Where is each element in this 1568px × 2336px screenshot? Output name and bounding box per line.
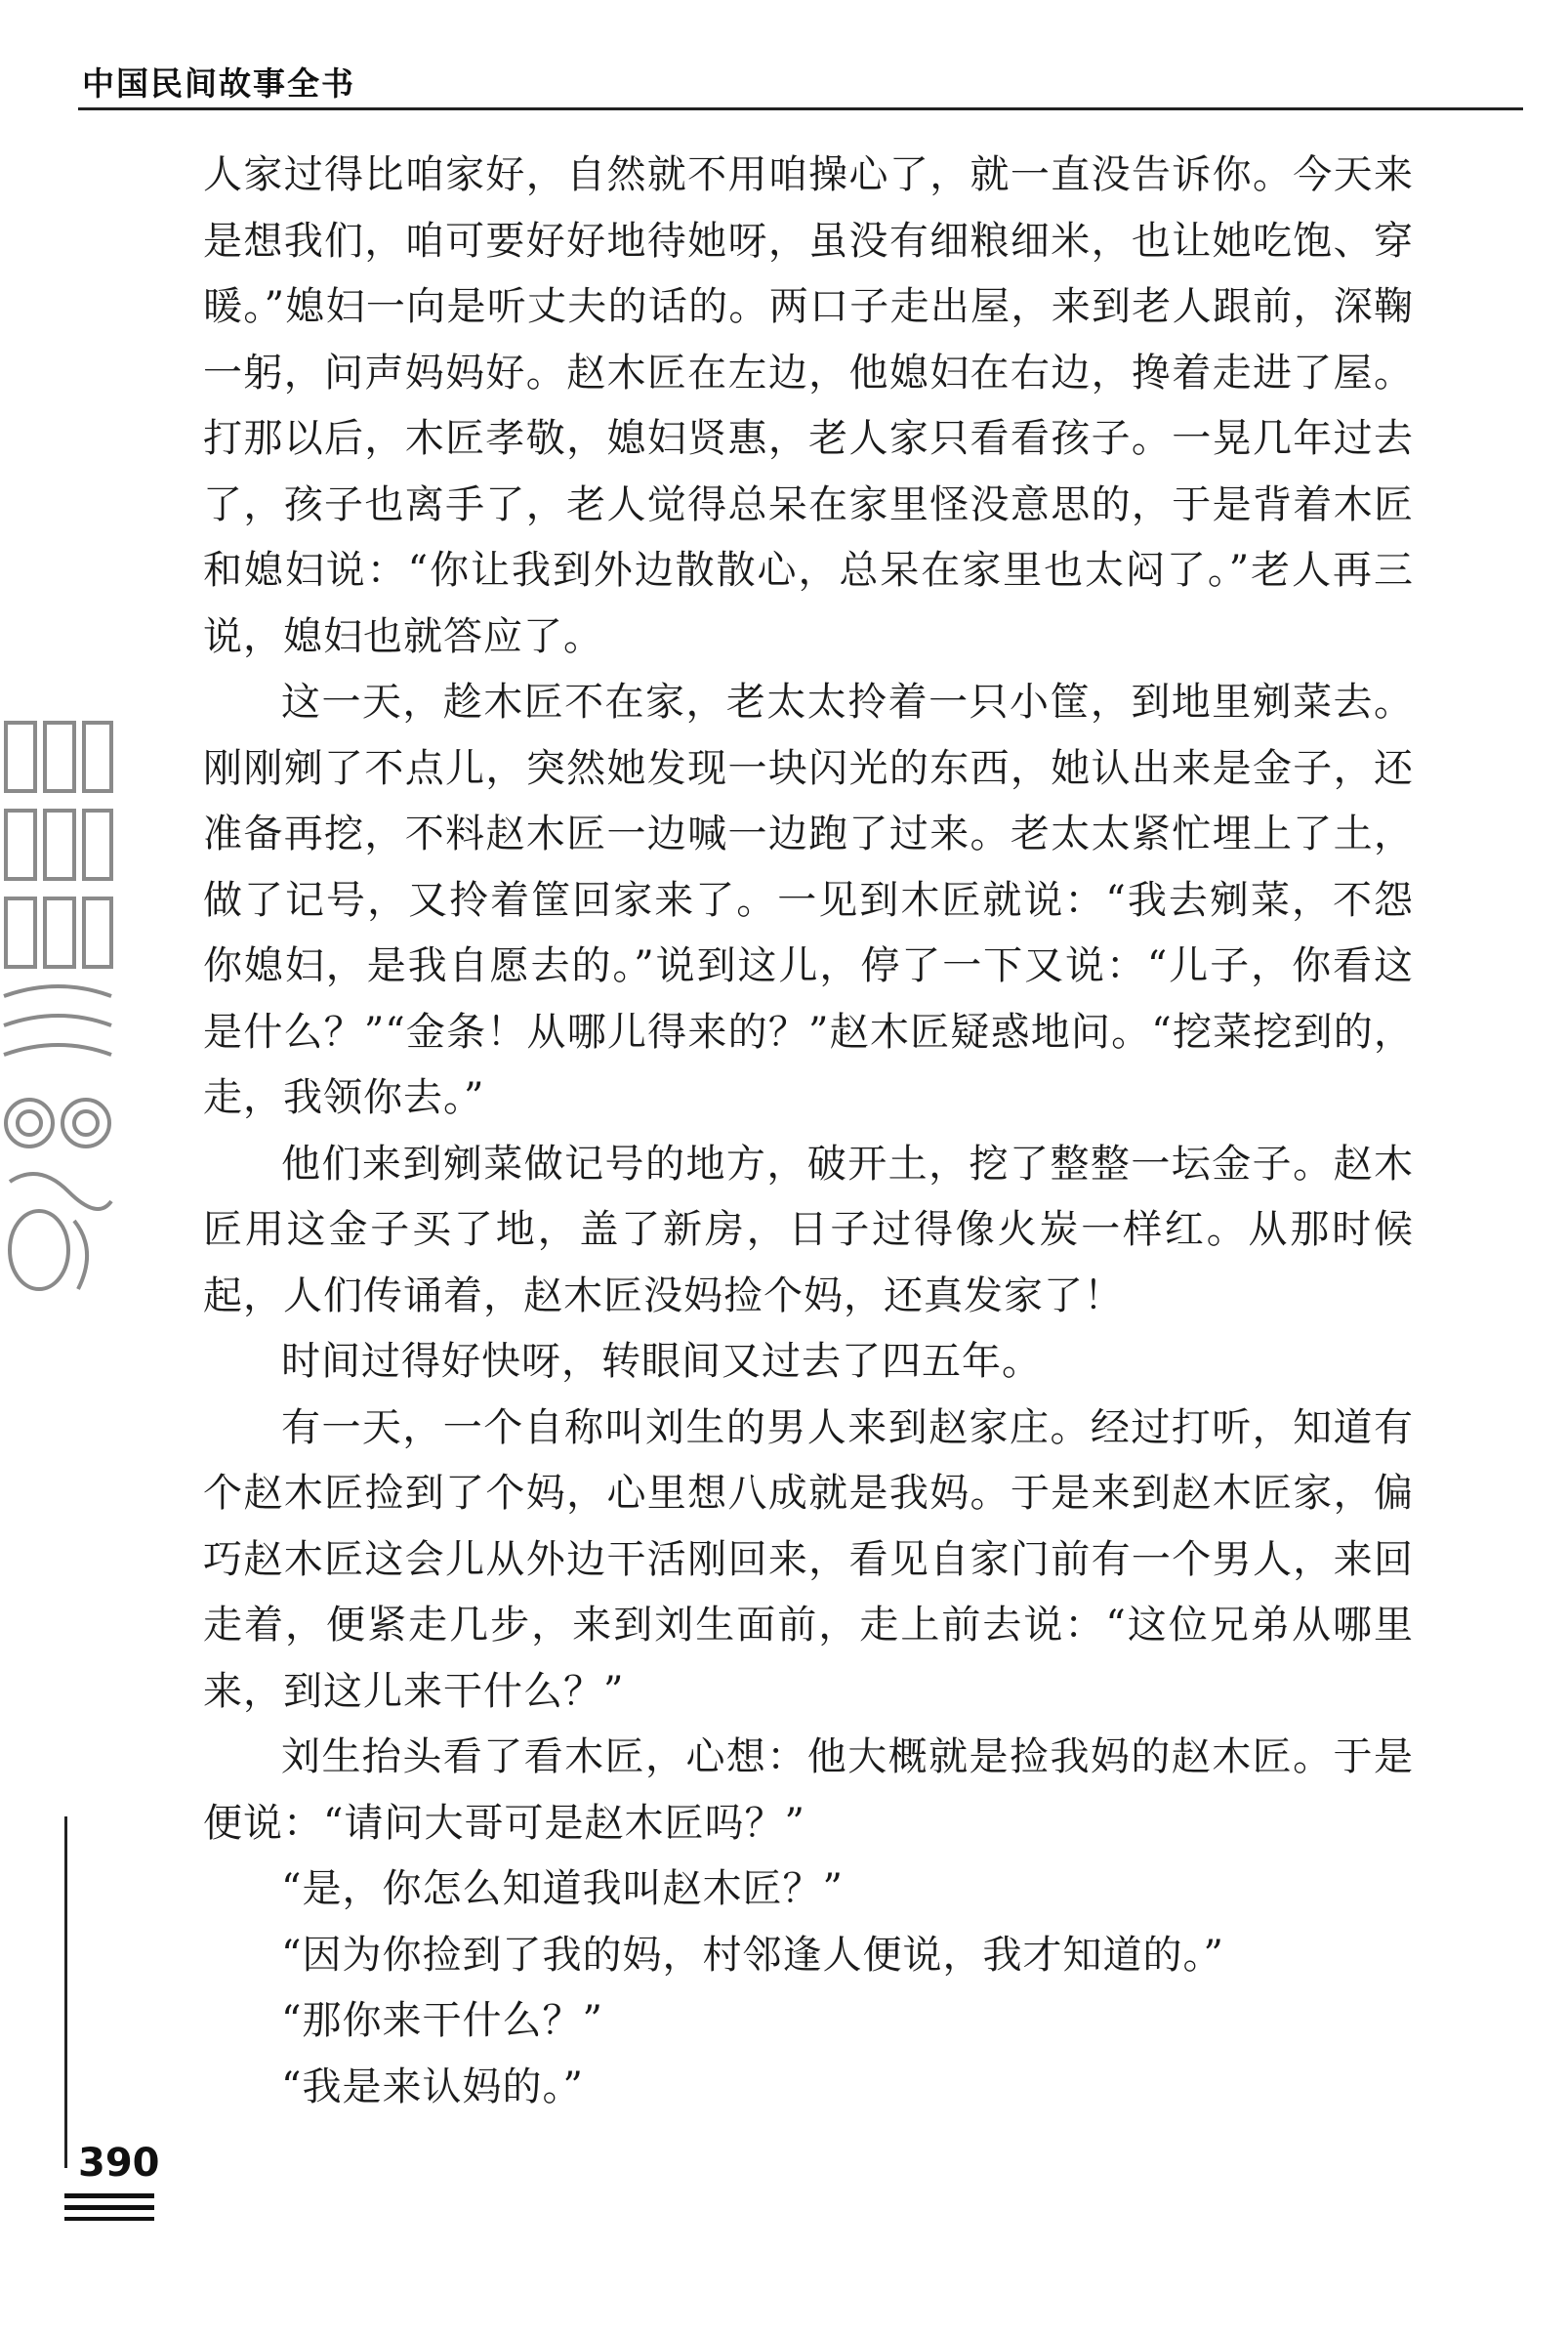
header-rule xyxy=(78,107,1523,110)
footer-rule xyxy=(64,2217,154,2221)
paragraph: “是，你怎么知道我叫赵木匠？” xyxy=(281,1866,844,1911)
paragraph: 刘生抬头看了看木匠，心想：他大概就是捡我妈的赵木匠。于是便说：“请问大哥可是赵木匠吗？” xyxy=(203,1734,1414,1846)
footer-rule xyxy=(64,2193,154,2198)
paragraph: 这一天，趁木匠不在家，老太太拎着一只小筐，到地里剜菜去。刚刚剜了不点儿，突然她发现一块闪光的东西，她认出来是金子，还准备再挖，不料赵木匠一边喊一边跑了过来。老太太紧忙埋上了土，做了记号，又拎着筐回家来了。一见到木匠就说：“我去剜菜，不怨你媳妇，是我自愿去的。”说到这儿，停了一下又说：“儿子，你看这是什么？”“金条！从哪儿得来的？”赵木匠疑惑地问。“挖菜挖到的，走，我领你去。” xyxy=(203,680,1414,1120)
book-title-header: 中国民间故事全书 xyxy=(82,64,355,103)
paragraph: 有一天，一个自称叫刘生的男人来到赵家庄。经过打听，知道有个赵木匠捡到了个妈，心里想八成就是我妈。于是来到赵木匠家，偏巧赵木匠这会儿从外边干活刚回来，看见自家门前有一个男人，来回走着，便紧走几步，来到刘生面前，走上前去说：“这位兄弟从哪里来，到这儿来干什么？” xyxy=(203,1404,1414,1714)
paragraph: 他们来到剜菜做记号的地方，破开土，挖了整整一坛金子。赵木匠用这金子买了地，盖了新房，日子过得像火炭一样红。从那时候起，人们传诵着，赵木匠没妈捡个妈，还真发家了！ xyxy=(203,1141,1414,1318)
page-number: 390 xyxy=(78,2141,160,2186)
paragraph: 人家过得比咱家好，自然就不用咱操心了，就一直没告诉你。今天来是想我们，咱可要好好地待她呀，虽没有细粮细米，也让她吃饱、穿暖。”媳妇一向是听丈夫的话的。两口子走出屋，来到老人跟前，深鞠一躬，问声妈妈好。赵木匠在左边，他媳妇在右边，搀着走进了屋。打那以后，木匠孝敬，媳妇贤惠，老人家只看看孩子。一晃几年过去了，孩子也离手了，老人觉得总呆在家里怪没意思的，于是背着木匠和媳妇说：“你让我到外边散散心，总呆在家里也太闷了。”老人再三说，媳妇也就答应了。 xyxy=(203,152,1414,659)
side-decoration-pattern xyxy=(0,703,115,1299)
paragraph: “我是来认妈的。” xyxy=(281,2064,584,2109)
paragraph: “因为你捡到了我的妈，村邻逢人便说，我才知道的。” xyxy=(281,1932,1224,1978)
footer-rule xyxy=(64,2205,154,2210)
body-text xyxy=(203,143,1414,2120)
paragraph: 时间过得好快呀，转眼间又过去了四五年。 xyxy=(281,1339,1042,1384)
margin-rule xyxy=(64,1816,67,2168)
paragraph: “那你来干什么？” xyxy=(281,1998,603,2043)
